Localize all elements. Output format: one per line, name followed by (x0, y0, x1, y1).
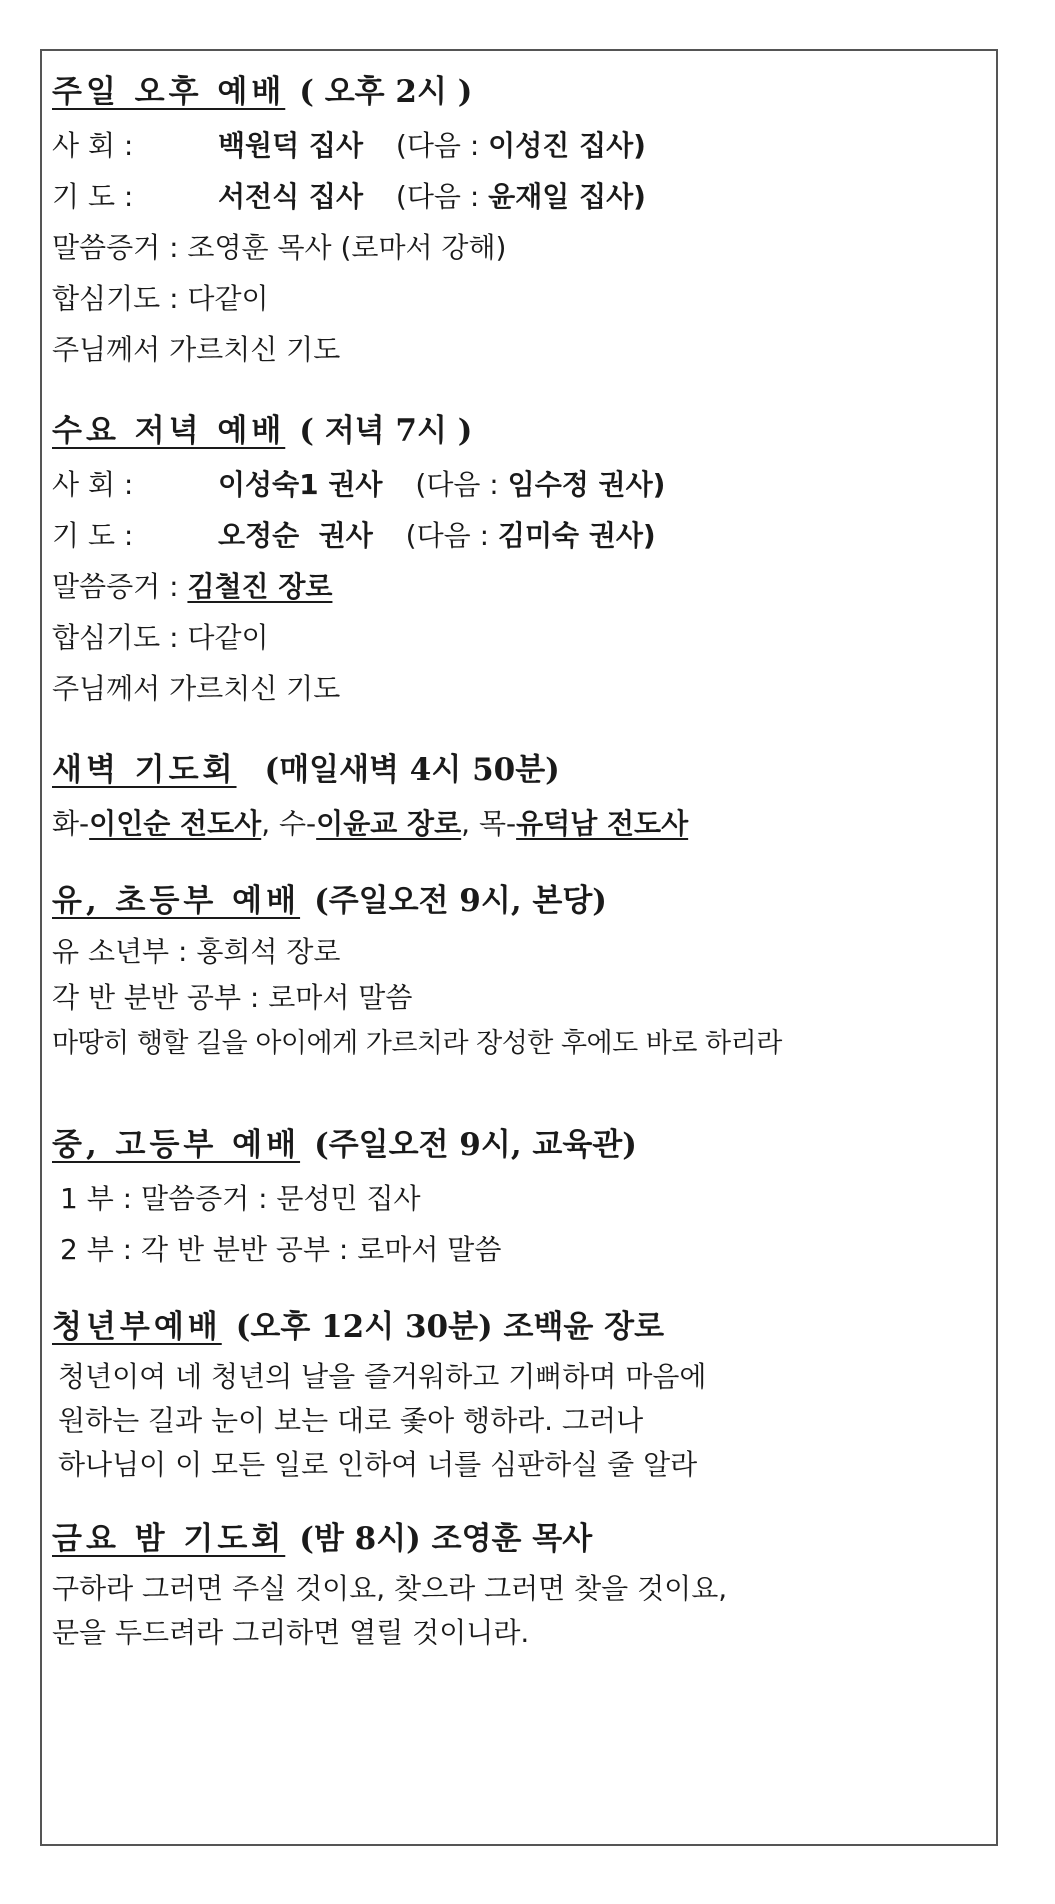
section-time: (매일새벽 4시 50분) (264, 752, 560, 788)
section-title: 새벽 기도회 (52, 752, 237, 788)
next-label: (다음 : (415, 468, 499, 501)
prayer-label: 기 도 : (52, 180, 134, 213)
next-label: (다음 : (395, 180, 480, 213)
host-label: 사 회 : (52, 129, 134, 162)
section-title: 수요 저녁 예배 (52, 413, 286, 449)
host-line (52, 120, 932, 171)
section-time: (주일오전 9시, 교육관) (314, 1127, 637, 1163)
prayer-name: 오정순 권사 (218, 519, 373, 552)
section-sunday-afternoon (52, 70, 932, 375)
section-title: 금요 밤 기도회 (52, 1521, 286, 1557)
next-host-name: 이성진 집사) (488, 129, 646, 162)
section-title: 유, 초등부 예배 (52, 883, 301, 919)
sermon-line: 말씀증거 : 조영훈 목사 (로마서 강해) (52, 231, 507, 264)
dawn-leaders-line (52, 798, 932, 849)
prayer-line (52, 171, 932, 222)
lords-prayer-line: 주님께서 가르치신 기도 (52, 672, 341, 705)
class-study-line: 각 반 분반 공부 : 로마서 말씀 (52, 981, 413, 1014)
section-time: (밤 8시) 조영훈 목사 (299, 1521, 593, 1557)
next-label: (다음 : (405, 519, 490, 552)
section-friday-prayer (52, 1517, 932, 1655)
next-prayer-name: 김미숙 권사) (497, 519, 656, 552)
sermon-label: 말씀증거 : (52, 570, 179, 603)
next-prayer-name: 윤재일 집사) (488, 180, 646, 213)
unison-prayer-line: 합심기도 : 다같이 (52, 282, 269, 315)
leader-name: 이인순 전도사 (89, 807, 262, 840)
verse-line: 마땅히 행할 길을 아이에게 가르치라 장성한 후에도 바로 하리라 (52, 1028, 782, 1059)
host-line (52, 459, 932, 510)
host-name: 백원덕 집사 (218, 129, 363, 162)
prayer-name: 서전식 집사 (218, 180, 363, 213)
sermon-line (52, 561, 932, 612)
lords-prayer-line: 주님께서 가르치신 기도 (52, 333, 341, 366)
section-wednesday-evening (52, 409, 932, 714)
section-heading (52, 748, 932, 792)
host-label: 사 회 : (52, 468, 134, 501)
youth-group-line: 유 소년부 : 홍희석 장로 (52, 935, 341, 968)
section-middle-high (52, 1123, 932, 1275)
section-heading (52, 1305, 932, 1349)
section-heading (52, 409, 932, 453)
day-prefix: , 목- (461, 807, 517, 840)
section-time: ( 오후 2시 ) (299, 74, 473, 110)
day-prefix: , 수- (261, 807, 317, 840)
section-time: (오후 12시 30분) 조백윤 장로 (235, 1309, 665, 1345)
section-elementary (52, 879, 932, 1067)
section-title: 청년부예배 (52, 1309, 222, 1345)
prayer-line (52, 510, 932, 561)
verse-line: 청년이여 네 청년의 날을 즐거워하고 기뻐하며 마음에 (58, 1360, 707, 1393)
section-heading (52, 879, 932, 923)
unison-prayer-line: 합심기도 : 다같이 (52, 621, 269, 654)
leader-name: 이윤교 장로 (316, 807, 462, 840)
verse-line: 구하라 그러면 주실 것이요, 찾으라 그러면 찾을 것이요, (52, 1572, 728, 1605)
next-host-name: 임수정 권사) (507, 468, 666, 501)
section-time: ( 저녁 7시 ) (299, 413, 473, 449)
section-heading (52, 70, 932, 114)
worship-schedule (52, 70, 932, 1655)
host-name: 이성숙1 권사 (218, 468, 383, 501)
section-title: 중, 고등부 예배 (52, 1127, 301, 1163)
verse-line: 하나님이 이 모든 일로 인하여 너를 심판하실 줄 알라 (58, 1448, 698, 1481)
day-prefix: 화- (52, 807, 90, 840)
section-time: (주일오전 9시, 본당) (314, 883, 607, 919)
section-heading (52, 1123, 932, 1167)
prayer-label: 기 도 : (52, 519, 134, 552)
part-one-line: 1 부 : 말씀증거 : 문성민 집사 (60, 1182, 421, 1215)
verse-line: 문을 두드려라 그리하면 열릴 것이니라. (52, 1616, 530, 1649)
section-heading (52, 1517, 932, 1561)
next-label: (다음 : (395, 129, 480, 162)
verse-line: 원하는 길과 눈이 보는 대로 좇아 행하라. 그러나 (58, 1404, 644, 1437)
leader-name: 유덕남 전도사 (516, 807, 689, 840)
sermon-speaker: 김철진 장로 (187, 570, 333, 603)
section-title: 주일 오후 예배 (52, 74, 286, 110)
section-dawn-prayer (52, 748, 932, 849)
part-two-line: 2 부 : 각 반 분반 공부 : 로마서 말씀 (60, 1233, 502, 1266)
section-young-adult (52, 1305, 932, 1487)
